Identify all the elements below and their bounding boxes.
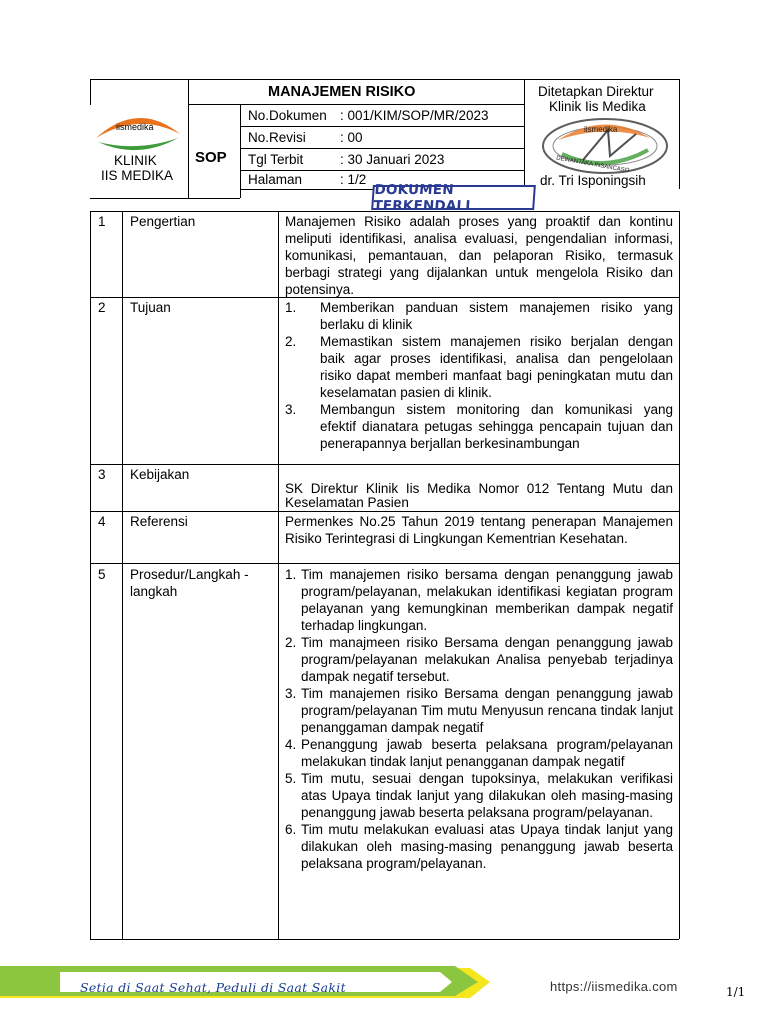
list-text: Tim manajemen risiko bersama dengan penanggung jawab program/pelayanan, melakukan identifikasi kegiatan program pelayanan yang kemungkinan memberikan dampak negatif terhadap lingkungan. bbox=[301, 567, 673, 633]
header-right-border bbox=[679, 79, 680, 189]
approval-line2: Klinik Iis Medika bbox=[549, 99, 646, 114]
table-top-border bbox=[90, 211, 679, 212]
row-label-tujuan: Tujuan bbox=[130, 300, 171, 315]
col-divider-label bbox=[278, 211, 279, 939]
signature-stroke bbox=[583, 130, 636, 160]
list-item bbox=[285, 401, 673, 452]
list-text: Penanggung jawab beserta pelaksana program/pelayanan melakukan tindak lanjut penangganan dampak negatif bbox=[301, 737, 673, 769]
list-number: 1. bbox=[285, 300, 297, 315]
row-number: 5 bbox=[98, 567, 106, 582]
row-label-referensi: Referensi bbox=[130, 514, 188, 529]
list-number: 2. bbox=[285, 635, 297, 650]
meta-value-terbit: : 30 Januari 2023 bbox=[340, 152, 445, 167]
kebijakan-text: SK Direktur Klinik Iis Medika Nomor 012 Tentang Mutu dan Keselamatan Pasien bbox=[285, 481, 673, 510]
list-number: 1. bbox=[285, 567, 297, 582]
meta-value-dokumen: : 001/KIM/SOP/MR/2023 bbox=[340, 108, 489, 123]
list-item bbox=[285, 821, 673, 872]
title-bottom-border bbox=[188, 104, 524, 105]
clinic-logo bbox=[90, 108, 186, 154]
seal-text-bottom: DEWANTAKA INSANCASO bbox=[555, 155, 630, 175]
row-label-prosedur: Prosedur/Langkah - langkah bbox=[130, 567, 249, 599]
clinic-name-line2: IIS MEDIKA bbox=[101, 168, 174, 183]
tujuan-list bbox=[285, 299, 673, 452]
row-number: 2 bbox=[98, 300, 106, 315]
list-item bbox=[285, 634, 673, 685]
table-left-border bbox=[90, 211, 91, 939]
row-divider bbox=[240, 170, 524, 171]
list-text: Tim mutu melakukan evaluasi atas Upaya tindak lanjut yang dilakukan oleh masing-masing penanggung jawab beserta pelaksana program/pelayanan. bbox=[301, 822, 673, 871]
list-text: Tim manajmeen risiko Bersama dengan penanggung jawab program/pelayanan melakukan Analisa penyebab terjadinya dampak negatif tersebut. bbox=[301, 635, 673, 684]
referensi-text: Permenkes No.25 Tahun 2019 tentang penerapan Manajemen Risiko Terintegrasi di Lingkungan Kementrian Kesehatan. bbox=[285, 514, 673, 546]
col-divider-no bbox=[122, 211, 123, 939]
meta-label-dokumen: No.Dokumen bbox=[248, 108, 327, 123]
row-number: 4 bbox=[98, 514, 106, 529]
page-number: 1/1 bbox=[726, 985, 746, 999]
document-title: MANAJEMEN RISIKO bbox=[268, 84, 416, 100]
official-seal bbox=[538, 114, 672, 178]
sop-label: SOP bbox=[195, 149, 227, 166]
list-text: Memastikan sistem manajemen risiko berjalan dengan baik agar proses identifikasi, analisa dan pengelolaan risiko dapat memberi manfaat bagi peningkatan mutu dan keselamatan pasien di klinik. bbox=[320, 334, 673, 400]
list-text: Memberikan panduan sistem manajemen risiko yang berlaku di klinik bbox=[320, 300, 673, 332]
row-number: 3 bbox=[98, 467, 106, 482]
controlled-document-stamp: DOKUMEN TERKENDALI bbox=[371, 185, 536, 210]
list-text: Membangun sistem monitoring dan komunikasi yang efektif dianatara petugas sehingga pencapain tujuan dan penerapannya berjallan berkesinambungan bbox=[320, 402, 673, 451]
header-left-border bbox=[90, 79, 91, 105]
list-item bbox=[285, 736, 673, 770]
meta-label-halaman: Halaman bbox=[248, 172, 303, 187]
list-number: 4. bbox=[285, 737, 297, 752]
list-number: 3. bbox=[285, 686, 297, 701]
meta-label-terbit: Tgl Terbit bbox=[248, 152, 304, 167]
seal-text-top: iismedika bbox=[584, 125, 618, 134]
header-bottom-border-left bbox=[90, 198, 240, 199]
row-divider bbox=[240, 126, 524, 127]
prosedur-list bbox=[285, 566, 673, 872]
table-bottom-border bbox=[90, 939, 679, 940]
signatory-name: dr. Tri Isponingsih bbox=[540, 173, 646, 188]
list-number: 3. bbox=[285, 402, 297, 417]
list-item bbox=[285, 566, 673, 634]
list-text: Tim manajemen risiko Bersama dengan penanggung jawab program/pelayanan Tim mutu Menyusun rencana tindak lanjut penanggaman dampak negatif bbox=[301, 686, 673, 735]
clinic-name-line1: KLINIK bbox=[114, 153, 157, 168]
header-top-border bbox=[90, 79, 679, 80]
header-divider-2 bbox=[240, 104, 241, 198]
meta-label-revisi: No.Revisi bbox=[248, 130, 306, 145]
row-number: 1 bbox=[98, 214, 106, 229]
header-divider-3 bbox=[524, 79, 525, 189]
header-divider-1 bbox=[188, 79, 189, 198]
list-text: Tim mutu, sesuai dengan tupoksinya, melakukan verifikasi atas Upaya tindak lanjut yang dilakukan oleh masing-masing penanggung jawab beserta pelaksana program/pelayanan. bbox=[301, 771, 673, 820]
footer-url[interactable]: https://iismedika.com bbox=[550, 979, 678, 994]
list-item bbox=[285, 685, 673, 736]
row-label-kebijakan: Kebijakan bbox=[130, 467, 190, 482]
row-divider bbox=[240, 148, 524, 149]
meta-value-halaman: : 1/2 bbox=[340, 172, 367, 187]
row-border bbox=[90, 563, 679, 564]
approval-line1: Ditetapkan Direktur bbox=[538, 84, 654, 99]
list-item bbox=[285, 333, 673, 401]
list-item bbox=[285, 299, 673, 333]
logo-green-swoosh bbox=[98, 138, 178, 150]
footer-slogan: Setia di Saat Sehat, Peduli di Saat Sakit bbox=[80, 980, 346, 995]
table-right-border bbox=[679, 211, 680, 939]
meta-value-revisi: : 00 bbox=[340, 130, 363, 145]
list-item bbox=[285, 770, 673, 821]
row-border bbox=[90, 464, 679, 465]
row-border bbox=[90, 511, 679, 512]
list-number: 2. bbox=[285, 334, 297, 349]
logo-text: iismedika bbox=[116, 122, 154, 132]
pengertian-text: Manajemen Risiko adalah proses yang proaktif dan kontinu meliputi identifikasi, analisa evaluasi, pengendalian informasi, komunikasi, pemantauan, dan pelaporan Risiko, termasuk berbagi strategi yang dijalankan untuk mengelola Risiko dan potensinya. bbox=[285, 214, 673, 297]
row-label-pengertian: Pengertian bbox=[130, 214, 196, 229]
list-number: 6. bbox=[285, 822, 297, 837]
list-number: 5. bbox=[285, 771, 297, 786]
